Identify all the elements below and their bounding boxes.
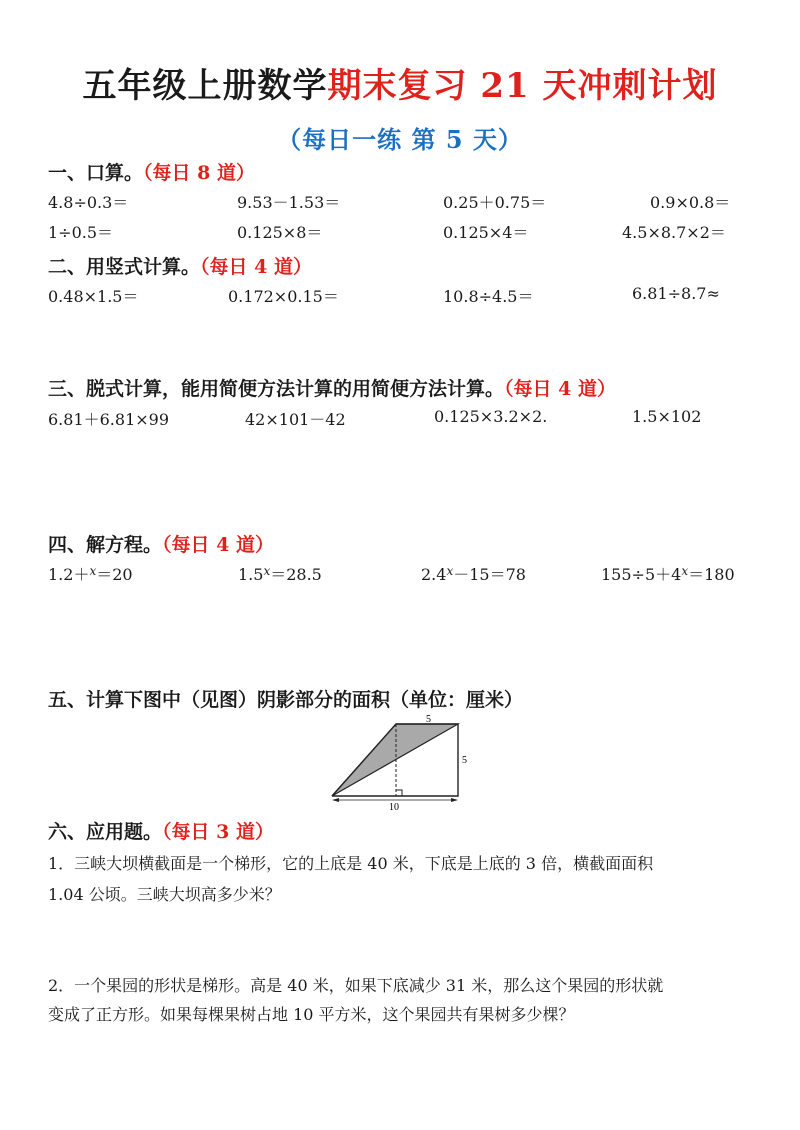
shaded-triangle xyxy=(332,724,458,796)
section2-tag: （每日 4 道） xyxy=(200,256,312,278)
top-label: 5 xyxy=(426,714,431,725)
section4-tag: （每日 4 道） xyxy=(162,534,274,556)
vertical-calc-item: 0.172×0.15＝ xyxy=(228,287,339,306)
page-title xyxy=(0,58,800,107)
oral-calc-item: 4.5×8.7×2＝ xyxy=(622,223,726,242)
equation-item: 1.2＋$^x$＝20 xyxy=(48,564,133,584)
section1-heading-text: 一、口算。 xyxy=(48,162,144,184)
section6-tag: （每日 3 道） xyxy=(162,821,274,843)
section1-tag: （每日 8 道） xyxy=(143,162,255,184)
step-calc-item: 1.5×102 xyxy=(632,407,702,426)
vertical-calc-item: 0.48×1.5＝ xyxy=(48,287,139,306)
section6-heading xyxy=(48,817,274,844)
right-angle-mark xyxy=(396,790,402,796)
question1-line2: 1.04 公顷。三峡大坝高多少米？ xyxy=(48,885,281,904)
oral-calc-item: 0.125×4＝ xyxy=(443,223,529,242)
section3-tag: （每日 4 道） xyxy=(504,378,616,400)
vertical-calc-item: 10.8÷4.5＝ xyxy=(443,287,534,306)
section6-heading-text: 六、应用题。 xyxy=(48,821,163,843)
oral-calc-item: 1÷0.5＝ xyxy=(48,223,114,242)
trapezoid-figure xyxy=(322,712,482,812)
section2-heading-text: 二、用竖式计算。 xyxy=(48,256,201,278)
section3-heading xyxy=(48,374,616,401)
question2-line2: 变成了正方形。如果每棵果树占地 10 平方米，这个果园共有果树多少棵？ xyxy=(48,1005,575,1024)
question1-line1: 1．三峡大坝横截面是一个梯形，它的上底是 40 米，下底是上底的 3 倍，横截面面积 xyxy=(48,854,654,873)
oral-calc-item: 0.25＋0.75＝ xyxy=(443,193,547,212)
vertical-calc-item: 6.81÷8.7≈ xyxy=(632,284,720,303)
section4-heading xyxy=(48,530,274,557)
oral-calc-item: 0.9×0.8＝ xyxy=(650,193,731,212)
section2-heading xyxy=(48,252,312,279)
section3-heading-text: 三、脱式计算，能用简便方法计算的用简便方法计算。 xyxy=(48,378,505,400)
equation-item: $2.4^x-15=78$ xyxy=(421,564,526,584)
arrow-left-icon xyxy=(332,798,339,802)
step-calc-item: 0.125×3.2×2. xyxy=(434,407,548,426)
oral-calc-item: 0.125×8＝ xyxy=(237,223,323,242)
step-calc-item: 42×101－42 xyxy=(245,410,346,429)
title-black: 五年级上册数学 xyxy=(82,66,328,106)
equation-item: $1.5^x=28.5$ xyxy=(238,564,322,584)
section4-heading-text: 四、解方程。 xyxy=(48,534,163,556)
section1-heading xyxy=(48,158,255,185)
title-red: 期末复习 21 天冲刺计划 xyxy=(327,66,718,106)
step-calc-item: 6.81＋6.81×99 xyxy=(48,410,170,429)
oral-calc-item: 4.8÷0.3＝ xyxy=(48,193,129,212)
oral-calc-item: 9.53－1.53＝ xyxy=(237,193,341,212)
page-subtitle: （每日一练 第 5 天） xyxy=(277,125,523,154)
right-label: 5 xyxy=(462,755,467,766)
bottom-label: 10 xyxy=(389,802,399,812)
equation-item: $155\div 5+4^x=180$ xyxy=(601,564,735,584)
question2-line1: 2．一个果园的形状是梯形。高是 40 米，如果下底减少 31 米，那么这个果园的形状就 xyxy=(48,976,664,995)
section5-heading: 五、计算下图中（见图）阴影部分的面积（单位：厘米） xyxy=(48,689,524,711)
arrow-right-icon xyxy=(451,798,458,802)
